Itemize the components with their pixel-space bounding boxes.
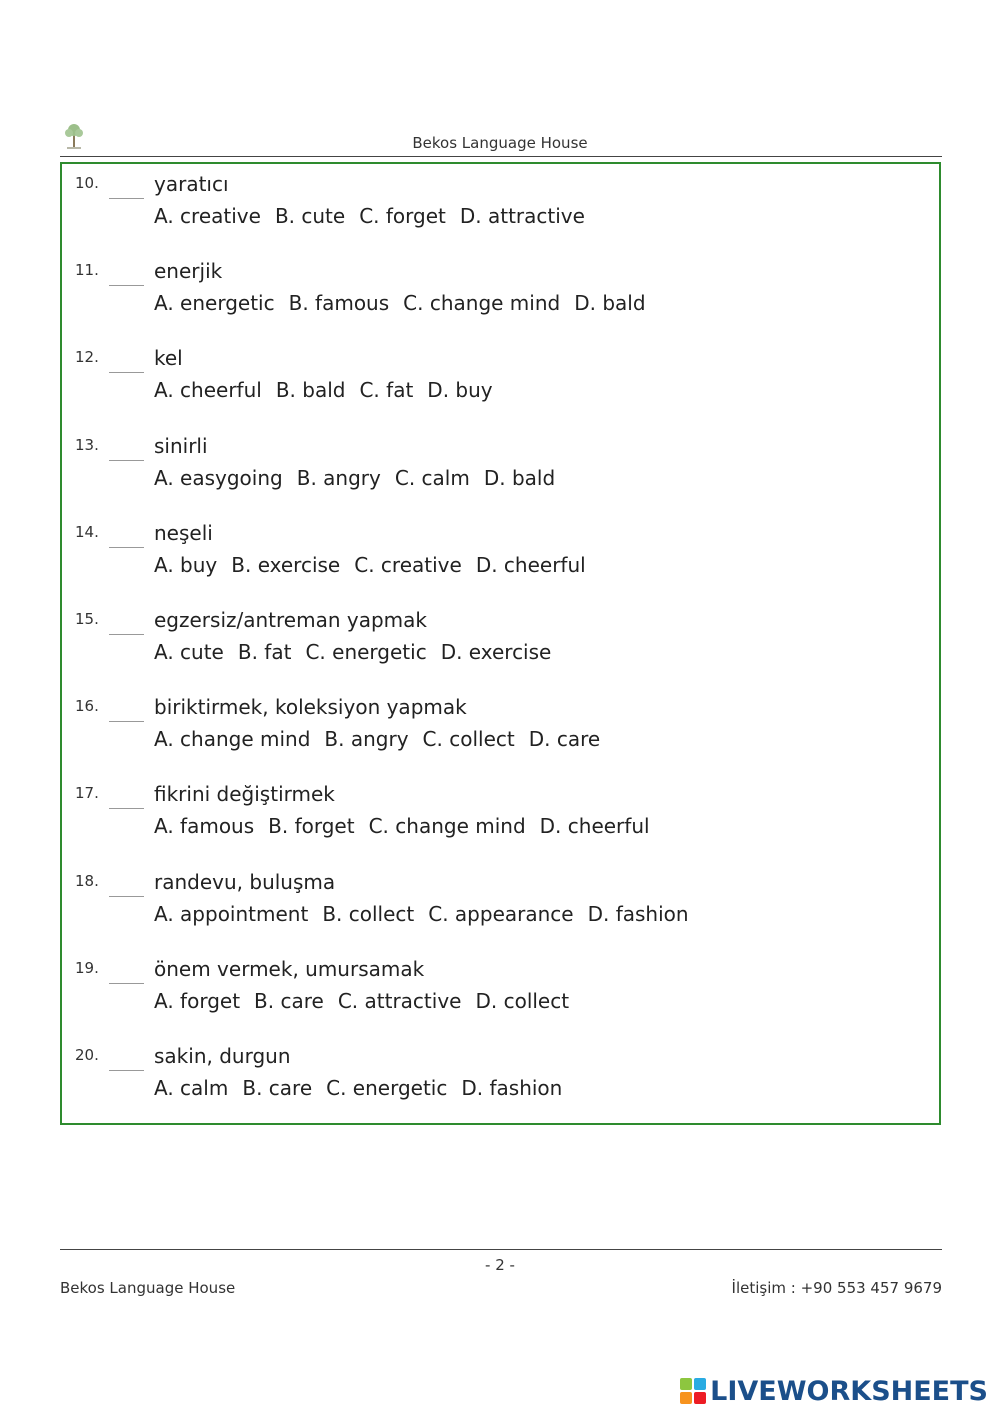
answer-option: B. cute xyxy=(274,204,346,228)
answer-option: B. forget xyxy=(268,814,355,839)
answer-input[interactable] xyxy=(109,1070,144,1071)
answer-option: D. fashion xyxy=(461,1076,563,1100)
answer-option: C. attractive xyxy=(337,988,462,1013)
question-term: önem vermek, umursamak xyxy=(154,956,425,981)
answer-option: A. creative xyxy=(154,204,261,228)
answer-option: A. forget xyxy=(154,988,241,1013)
answer-option: C. creative xyxy=(354,552,462,577)
answer-option: A. calm xyxy=(154,1076,229,1100)
question-term: egzersiz/antreman yapmak xyxy=(154,608,427,632)
question-item xyxy=(62,340,939,420)
answer-options xyxy=(154,378,507,402)
answer-input[interactable] xyxy=(109,896,144,897)
liveworksheets-wordmark: LIVEWORKSHEETS xyxy=(710,1375,988,1407)
question-term: biriktirmek, koleksiyon yapmak xyxy=(154,695,467,720)
answer-option: A. cheerful xyxy=(154,378,262,403)
question-item xyxy=(62,166,939,246)
answer-option: C. fat xyxy=(359,378,414,403)
header-divider xyxy=(60,156,942,157)
answer-option: C. calm xyxy=(394,465,470,490)
answer-input[interactable] xyxy=(109,808,144,809)
question-number: 14. xyxy=(75,522,99,541)
question-item xyxy=(62,1038,939,1118)
question-item xyxy=(62,776,939,856)
answer-options xyxy=(154,204,599,228)
footer-publisher: Bekos Language House xyxy=(60,1279,236,1297)
answer-option: A. cute xyxy=(154,640,224,664)
question-number: 18. xyxy=(75,871,99,890)
question-item xyxy=(62,864,939,944)
answer-options xyxy=(154,814,664,838)
question-item xyxy=(62,951,939,1031)
answer-option: C. appearance xyxy=(428,901,574,926)
answer-option: A. easygoing xyxy=(154,465,283,490)
question-number: 16. xyxy=(75,697,99,716)
question-term: randevu, buluşma xyxy=(154,869,336,894)
answer-option: B. collect xyxy=(322,901,415,926)
answer-options xyxy=(154,466,569,490)
answer-option: B. fat xyxy=(237,640,292,664)
answer-option: C. change mind xyxy=(403,291,561,316)
answer-option: C. change mind xyxy=(368,814,526,839)
question-number: 13. xyxy=(75,435,99,454)
question-number: 19. xyxy=(75,958,99,977)
liveworksheets-logo-icon xyxy=(680,1378,706,1404)
answer-input[interactable] xyxy=(109,721,144,722)
question-term: sinirli xyxy=(154,433,208,458)
answer-option: B. famous xyxy=(288,291,390,316)
answer-options xyxy=(154,640,565,664)
answer-options xyxy=(154,553,600,577)
answer-option: B. angry xyxy=(296,465,381,490)
answer-options xyxy=(154,989,583,1013)
question-number: 17. xyxy=(75,784,99,803)
question-term: sakin, durgun xyxy=(154,1044,291,1068)
answer-option: D. bald xyxy=(574,291,646,316)
footer-contact: İletişim : +90 553 457 9679 xyxy=(731,1279,942,1297)
answer-option: A. appointment xyxy=(154,901,309,926)
question-item xyxy=(62,689,939,769)
question-term: yaratıcı xyxy=(154,172,229,196)
answer-input[interactable] xyxy=(109,285,144,286)
answer-input[interactable] xyxy=(109,547,144,548)
answer-input[interactable] xyxy=(109,460,144,461)
question-term: fikrini değiştirmek xyxy=(154,782,335,807)
answer-option: D. care xyxy=(528,727,601,752)
question-item xyxy=(62,515,939,595)
quiz-container xyxy=(60,162,941,1125)
answer-option: D. collect xyxy=(475,988,570,1013)
footer-divider xyxy=(60,1249,942,1250)
answer-option: A. famous xyxy=(154,814,255,839)
liveworksheets-brand[interactable] xyxy=(680,1374,988,1408)
answer-option: D. cheerful xyxy=(539,814,650,839)
question-number: 15. xyxy=(75,610,99,628)
answer-input[interactable] xyxy=(109,372,144,373)
page-number: - 2 - xyxy=(485,1256,515,1274)
answer-option: D. bald xyxy=(483,465,556,490)
question-number: 10. xyxy=(75,174,99,192)
question-number: 12. xyxy=(75,348,99,367)
answer-options xyxy=(154,291,660,315)
answer-option: B. bald xyxy=(275,378,346,403)
answer-input[interactable] xyxy=(109,983,144,984)
answer-option: D. cheerful xyxy=(475,552,586,577)
answer-input[interactable] xyxy=(109,198,144,199)
question-item xyxy=(62,602,939,682)
answer-options xyxy=(154,727,614,751)
answer-option: D. attractive xyxy=(459,204,585,228)
question-term: neşeli xyxy=(154,520,213,545)
answer-option: A. buy xyxy=(154,552,218,577)
question-item xyxy=(62,253,939,333)
answer-option: D. exercise xyxy=(440,640,552,664)
header-title: Bekos Language House xyxy=(412,134,588,152)
answer-option: B. care xyxy=(254,988,324,1013)
question-number: 20. xyxy=(75,1046,99,1064)
answer-option: B. exercise xyxy=(231,552,341,577)
answer-input[interactable] xyxy=(109,634,144,635)
answer-option: B. angry xyxy=(324,727,409,752)
question-number: 11. xyxy=(75,261,99,280)
answer-options xyxy=(154,902,703,926)
question-term: enerjik xyxy=(154,259,223,284)
answer-option: C. energetic xyxy=(326,1076,448,1100)
answer-option: A. change mind xyxy=(154,727,311,752)
answer-option: A. energetic xyxy=(154,291,275,316)
answer-option: C. forget xyxy=(359,204,446,228)
answer-option: C. energetic xyxy=(305,640,427,664)
answer-options xyxy=(154,1076,576,1100)
question-term: kel xyxy=(154,346,183,371)
answer-option: C. collect xyxy=(422,727,515,752)
answer-option: B. care xyxy=(242,1076,313,1100)
question-item xyxy=(62,428,939,508)
answer-option: D. fashion xyxy=(587,901,689,926)
answer-option: D. buy xyxy=(427,378,493,403)
